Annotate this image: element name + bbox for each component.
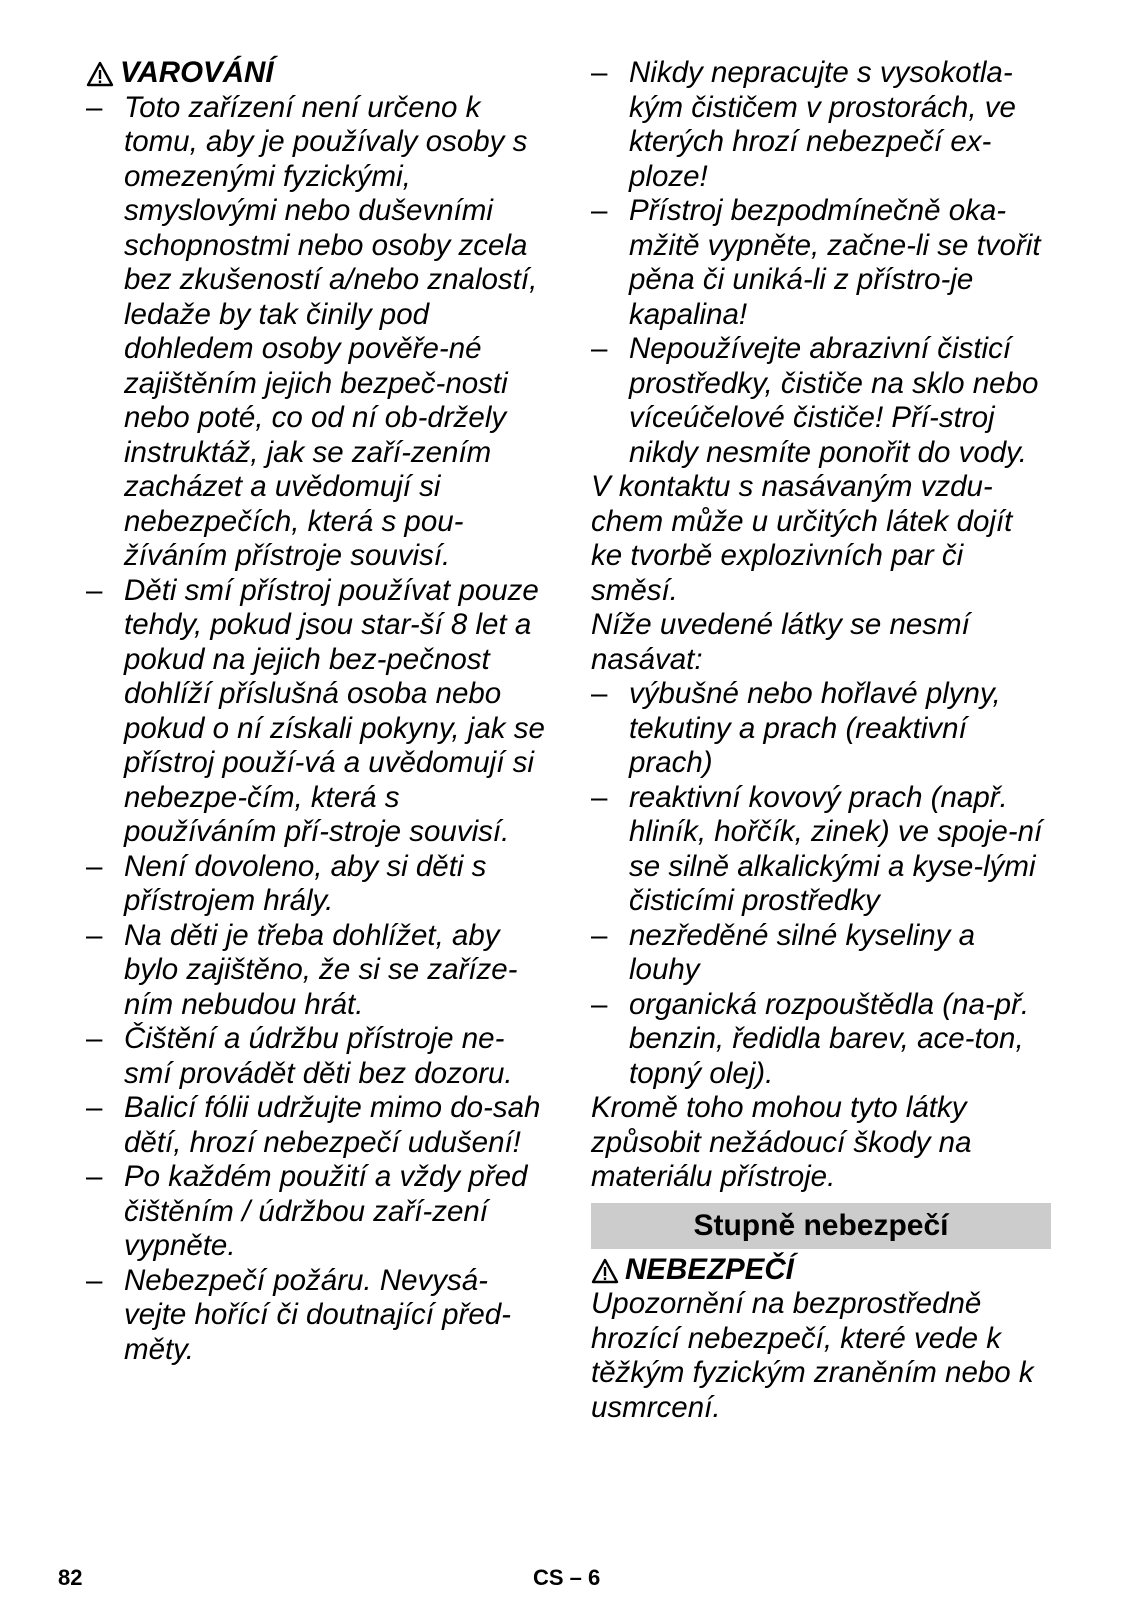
list-item (86, 850, 546, 919)
dash-bullet: – (86, 918, 103, 952)
list-item-text: výbušné nebo hořlavé plyny, tekutiny a prach (reaktivní prach) (629, 677, 1001, 779)
dash-bullet: – (86, 1160, 103, 1193)
dash-bullet: – (86, 1263, 103, 1297)
dash-bullet: – (86, 90, 103, 124)
list-item-text: Děti smí přístroj používat pouze tehdy, pokud jsou star-ší 8 let a pokud na jejich bez-pečnost dohlíží příslušná osoba nebo pokud o ní získali pokyny, jak se přístroj použí-vá a uvědomují si nebezpe-čím, která s používáním pří-stroje souvisí. (124, 573, 545, 848)
list-item (86, 1022, 546, 1091)
list-item (86, 91, 546, 574)
list-item-text: Nepoužívejte abrazivní čisticí prostředky, čističe na sklo nebo víceúčelové čističe! Pří-stroj nikdy nesmíte ponořit do vody. (629, 332, 1039, 469)
warning-heading (86, 56, 546, 91)
list-item-text: Na děti je třeba dohlížet, aby bylo zajištěno, že si se zaříze-ním nebudou hrát. (124, 918, 518, 1021)
warning-triangle-icon (86, 61, 114, 87)
warning-title: VAROVÁNÍ (120, 56, 274, 89)
list-item (591, 56, 1051, 194)
paragraph-forbidden-substances: Níže uvedené látky se nesmí nasávat: (591, 608, 970, 676)
list-item (86, 1160, 546, 1264)
list-item-text: reaktivní kovový prach (např. hliník, hořčík, zinek) ve spoje-ní se silně alkalickými a kyse-lými čisticími prostředky (629, 780, 1043, 917)
list-item-text: Nebezpečí požáru. Nevysá-vejte hořící či doutnající před-měty. (124, 1263, 511, 1366)
list-item (591, 194, 1051, 332)
dash-bullet: – (591, 918, 608, 952)
list-item-text: organická rozpouštědla (na-př. benzin, ředidla barev, ace-ton, topný olej). (629, 987, 1030, 1090)
dash-bullet: – (86, 1022, 103, 1055)
dash-bullet: – (591, 677, 608, 710)
list-item (591, 919, 1051, 988)
list-item-text: Po každém použití a vždy před čištěním / údržbou zaří-zení vypněte. (124, 1160, 528, 1262)
paragraph-material-damage: Kromě toho mohou tyto látky způsobit nežádoucí škody na materiálu přístroje. (591, 1091, 972, 1193)
list-item-text: Přístroj bezpodmínečně oka-mžitě vypněte, začne-li se tvořit pěna či uniká-li z přístro-je kapalina! (629, 194, 1041, 331)
list-item-text: Není dovoleno, aby si děti s přístrojem hrály. (124, 849, 487, 917)
section-heading: Stupně nebezpečí (591, 1203, 1051, 1249)
dash-bullet: – (86, 1091, 103, 1124)
list-item-text: Toto zařízení není určeno k tomu, aby je používaly osoby s omezenými fyzickými, smyslovými nebo duševními schopnostmi nebo osoby zcela bez zkušeností a/nebo znalostí, ledaže by tak činily pod dohledem osoby pověře-né zajištěním jejich bezpeč-nosti nebo poté, co od ní ob-držely instruktáž, jak se zaří-zením zacházet a uvědomují si nebezpečích, která s pou-žíváním přístroje souvisí. (124, 90, 538, 572)
page-number: 82 (58, 1565, 83, 1590)
dash-bullet: – (591, 780, 608, 814)
list-item-text: Čištění a údržbu přístroje ne-smí provádět děti bez dozoru. (124, 1022, 513, 1090)
left-column (86, 56, 546, 1367)
list-item (591, 988, 1051, 1092)
dash-bullet: – (591, 332, 608, 365)
list-item (86, 1264, 546, 1368)
dash-bullet: – (591, 56, 608, 89)
danger-heading (591, 1253, 1051, 1288)
explosion-warning-list (591, 56, 1051, 470)
dash-bullet: – (591, 194, 608, 227)
list-item (86, 919, 546, 1023)
dash-bullet: – (86, 573, 103, 607)
list-item-text: Nikdy nepracujte s vysokotla-kým čističem v prostorách, ve kterých hrozí nebezpečí ex-ploze! (629, 56, 1016, 193)
list-item-text: Balicí fólii udržujte mimo do-sah dětí, hrozí nebezpečí udušení! (124, 1091, 541, 1159)
list-item-text: nezředěné silné kyseliny a louhy (629, 918, 976, 986)
page-code: CS – 6 (533, 1565, 601, 1590)
substances-list (591, 677, 1051, 1091)
warning-list (86, 91, 546, 1368)
dash-bullet: – (86, 849, 103, 883)
list-item (86, 1091, 546, 1160)
danger-title: NEBEZPEČÍ (625, 1252, 794, 1286)
dash-bullet: – (591, 987, 608, 1021)
list-item (591, 332, 1051, 470)
list-item (86, 574, 546, 850)
right-column (591, 56, 1051, 1425)
list-item (591, 677, 1051, 781)
list-item (591, 781, 1051, 919)
paragraph-explosive-vapors: V kontaktu s nasávaným vzdu-chem může u určitých látek dojít ke tvorbě explozivních par či směsí. (591, 470, 1013, 607)
warning-triangle-icon (591, 1258, 619, 1284)
danger-description: Upozornění na bezprostředně hrozící nebezpečí, které vede k těžkým fyzickým zraněním nebo k usmrcení. (591, 1287, 1034, 1424)
